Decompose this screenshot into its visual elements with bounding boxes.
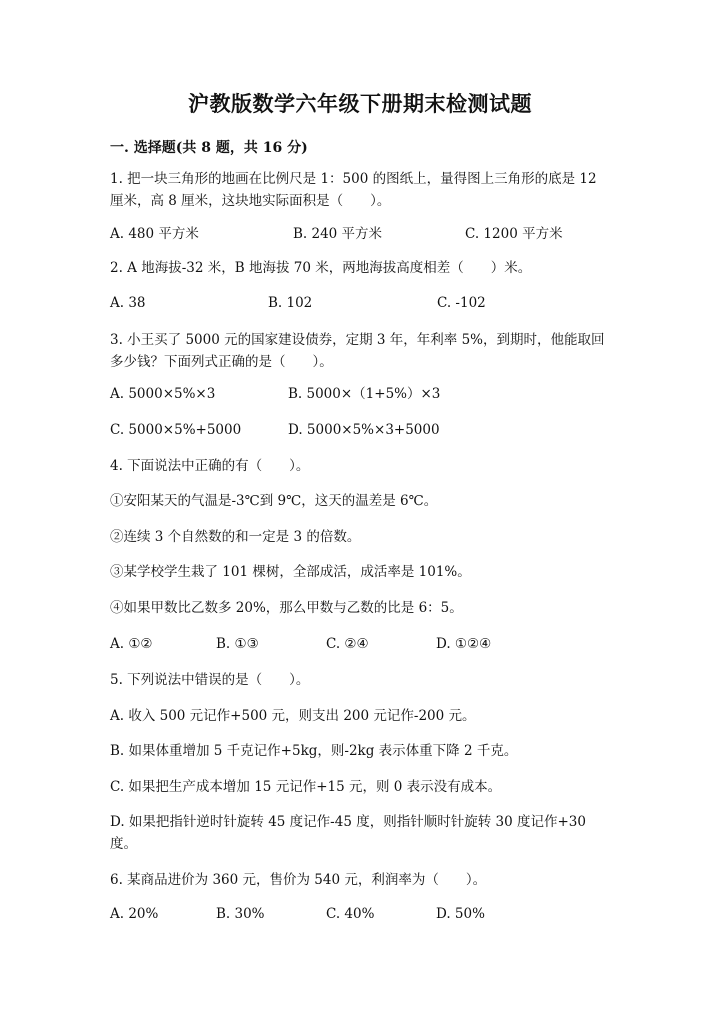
question-6-stem: 6. 某商品进价为 360 元，售价为 540 元，利润率为（ ）。 [110, 872, 487, 888]
question-1-option-a[interactable]: A. 480 平方米 [110, 226, 199, 242]
question-4-option-d[interactable]: D. ①②④ [436, 636, 492, 652]
question-4-statement-2: ②连续 3 个自然数的和一定是 3 的倍数。 [110, 529, 361, 545]
question-3-option-a[interactable]: A. 5000×5%×3 [110, 386, 216, 402]
question-6-option-c[interactable]: C. 40% [326, 906, 375, 922]
question-5-option-b[interactable]: B. 如果体重增加 5 千克记作+5kg，则-2kg 表示体重下降 2 千克。 [110, 743, 518, 759]
question-5-option-d[interactable]: D. 如果把指针逆时针旋转 45 度记作-45 度，则指针顺时针旋转 30 度记作+30 度。 [110, 814, 586, 852]
question-5-option-a[interactable]: A. 收入 500 元记作+500 元，则支出 200 元记作-200 元。 [110, 708, 476, 724]
question-2-stem: 2. A 地海拔-32 米，B 地海拔 70 米，两地海拔高度相差（ ）米。 [110, 260, 532, 276]
question-4-statement-1: ①安阳某天的气温是-3℃到 9℃，这天的温差是 6℃。 [110, 493, 438, 509]
question-1-option-b[interactable]: B. 240 平方米 [293, 226, 383, 242]
section-heading: 一. 选择题(共 8 题，共 16 分) [110, 140, 308, 156]
question-2-option-b[interactable]: B. 102 [268, 295, 313, 311]
question-4-statement-4: ④如果甲数比乙数多 20%，那么甲数与乙数的比是 6：5。 [110, 600, 463, 616]
question-2-option-a[interactable]: A. 38 [110, 295, 146, 311]
question-1-option-c[interactable]: C. 1200 平方米 [465, 226, 563, 242]
question-3-option-d[interactable]: D. 5000×5%×3+5000 [288, 422, 440, 438]
page-title: 沪教版数学六年级下册期末检测试题 [188, 91, 532, 116]
question-4-option-c[interactable]: C. ②④ [326, 636, 369, 652]
question-5-option-c[interactable]: C. 如果把生产成本增加 15 元记作+15 元，则 0 表示没有成本。 [110, 779, 502, 795]
question-3-option-b[interactable]: B. 5000×（1+5%）×3 [288, 386, 441, 402]
question-6-option-b[interactable]: B. 30% [216, 906, 265, 922]
question-5-stem: 5. 下列说法中错误的是（ ）。 [110, 672, 310, 688]
question-3-option-c[interactable]: C. 5000×5%+5000 [110, 422, 242, 438]
question-4-option-a[interactable]: A. ①② [110, 636, 153, 652]
question-1-stem: 1. 把一块三角形的地画在比例尺是 1：500 的图纸上，量得图上三角形的底是 12 厘米，高 8 厘米，这块地实际面积是（ ）。 [110, 171, 597, 209]
question-4-stem: 4. 下面说法中正确的有（ ）。 [110, 458, 310, 474]
question-2-option-c[interactable]: C. -102 [437, 295, 486, 311]
question-6-option-d[interactable]: D. 50% [436, 906, 485, 922]
question-4-option-b[interactable]: B. ①③ [216, 636, 259, 652]
question-4-statement-3: ③某学校学生栽了 101 棵树，全部成活，成活率是 101%。 [110, 564, 471, 580]
question-6-option-a[interactable]: A. 20% [110, 906, 159, 922]
question-3-stem: 3. 小王买了 5000 元的国家建设债券，定期 3 年，年利率 5%，到期时，他能取回多少钱？下面列式正确的是（ ）。 [110, 332, 605, 370]
